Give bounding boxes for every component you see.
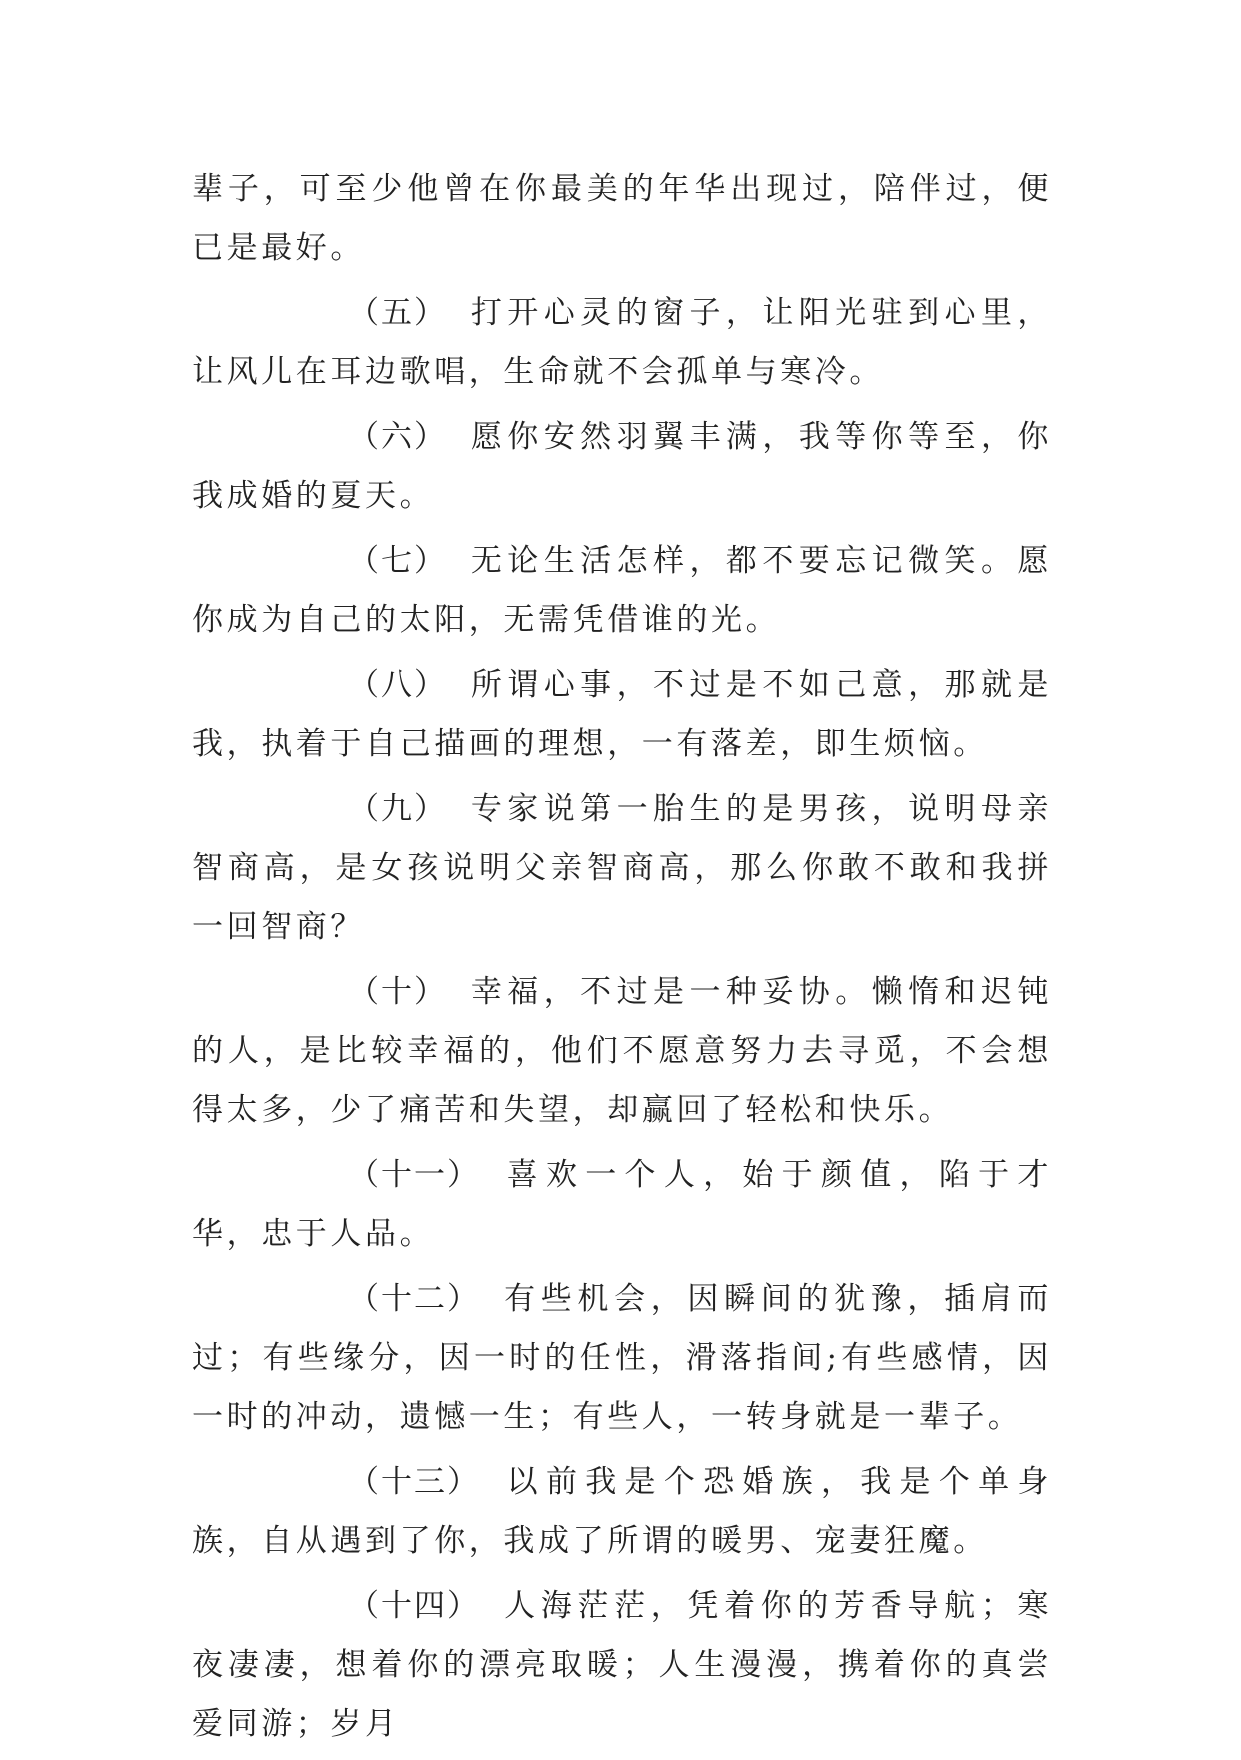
paragraph-text: 专家说第一胎生的是男孩，说明母亲智商高，是女孩说明父亲智商高，那么你敢不敢和我拼一回智商？ — [192, 791, 1052, 945]
paragraph-10 — [192, 963, 1052, 1140]
paragraph-number: （六） — [348, 419, 447, 455]
paragraph-6 — [192, 408, 1052, 526]
paragraph-text: 以前我是个恐婚族，我是个单身族，自从遇到了你，我成了所谓的暖男、宠妻狂魔。 — [192, 1464, 1052, 1559]
document-body — [192, 160, 1052, 1760]
paragraph-number: （八） — [348, 667, 447, 703]
paragraph-text: 喜欢一个人，始于颜值，陷于才华，忠于人品。 — [192, 1157, 1052, 1252]
paragraph-number: （十四） — [348, 1588, 480, 1624]
paragraph-text: 幸福，不过是一种妥协。懒惰和迟钝的人，是比较幸福的，他们不愿意努力去寻觅，不会想得太多，少了痛苦和失望，却赢回了轻松和快乐。 — [192, 974, 1052, 1128]
paragraph-8 — [192, 656, 1052, 774]
paragraph-number: （七） — [348, 543, 447, 579]
paragraph-11 — [192, 1146, 1052, 1264]
paragraph-text: 人海茫茫，凭着你的芳香导航；寒夜凄凄，想着你的漂亮取暖；人生漫漫，携着你的真尝爱同游；岁月 — [192, 1588, 1052, 1742]
paragraph-number: （十二） — [348, 1281, 480, 1317]
paragraph-text: 所谓心事，不过是不如己意，那就是我，执着于自己描画的理想，一有落差，即生烦恼。 — [192, 667, 1052, 762]
paragraph-text: 愿你安然羽翼丰满，我等你等至，你我成婚的夏天。 — [192, 419, 1052, 514]
paragraph-number: （五） — [348, 295, 447, 331]
paragraph-number: （十） — [348, 974, 447, 1010]
paragraph-text: 有些机会，因瞬间的犹豫，插肩而过；有些缘分，因一时的任性，滑落指间;有些感情，因一时的冲动，遗憾一生；有些人，一转身就是一辈子。 — [192, 1281, 1052, 1435]
paragraph-12 — [192, 1270, 1052, 1447]
paragraph-continued — [192, 160, 1052, 278]
paragraph-9 — [192, 780, 1052, 957]
paragraph-number: （十一） — [348, 1157, 480, 1193]
paragraph-text: 打开心灵的窗子，让阳光驻到心里，让风儿在耳边歌唱，生命就不会孤单与寒冷。 — [192, 295, 1052, 390]
paragraph-14 — [192, 1577, 1052, 1754]
paragraph-13 — [192, 1453, 1052, 1571]
paragraph-7 — [192, 532, 1052, 650]
paragraph-number: （九） — [348, 791, 447, 827]
paragraph-text: 无论生活怎样，都不要忘记微笑。愿你成为自己的太阳，无需凭借谁的光。 — [192, 543, 1052, 638]
paragraph-number: （十三） — [348, 1464, 480, 1500]
paragraph-5 — [192, 284, 1052, 402]
paragraph-text: 辈子，可至少他曾在你最美的年华出现过，陪伴过，便已是最好。 — [192, 171, 1052, 266]
